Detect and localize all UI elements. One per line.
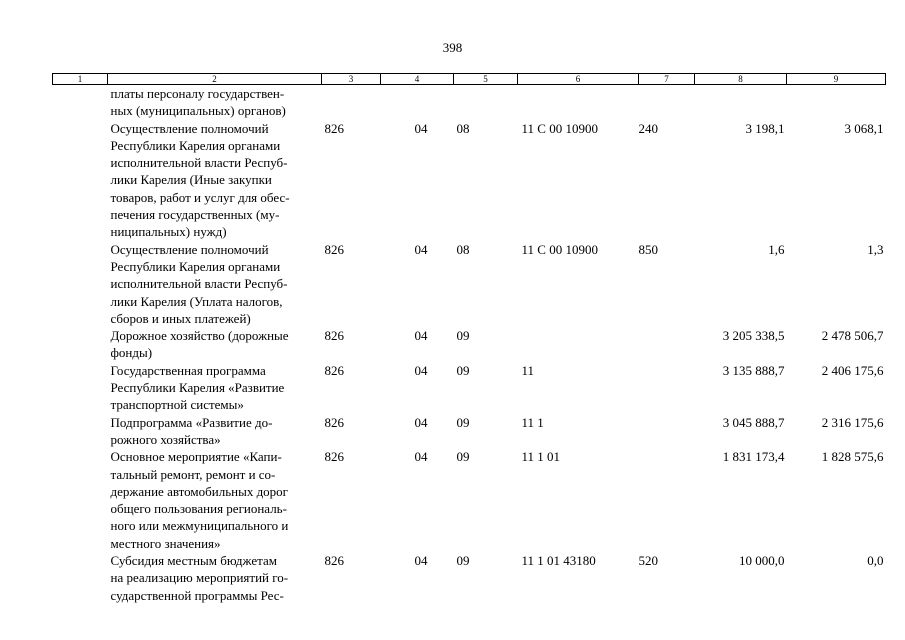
expense-type-cell [639, 327, 695, 362]
amount-year2-cell: 2 406 175,6 [821, 362, 884, 378]
row-name-cell: Государственная программа Республики Карелия «Развитие транспортной системы» [110, 362, 285, 413]
ministry-code-cell: 826 [324, 449, 344, 465]
subsection-code-cell: 09 [456, 362, 470, 378]
target-article-cell: 11 [521, 362, 535, 378]
amount-year1-cell: 3 045 888,7 [722, 414, 785, 430]
amount-year2-cell: 1,3 [867, 241, 884, 257]
column-header: 5 [454, 74, 518, 85]
target-article-cell: 11 С 00 10900 [521, 120, 598, 136]
expense-type-cell: 520 [638, 553, 658, 569]
table-header [53, 74, 886, 85]
ministry-code-cell: 826 [324, 553, 344, 569]
row-number-cell [53, 327, 108, 362]
row-name-cell: Основное мероприятие «Капи- тальный ремонт, ремонт и со- держание автомобильных дорог общего пользования региональ- ного или межмуниципального и местного значения» [110, 449, 289, 551]
expense-type-cell [639, 362, 695, 414]
section-code-cell [381, 85, 454, 120]
subsection-code-cell: 08 [456, 241, 470, 257]
row-name-cell: Дорожное хозяйство (дорожные фонды) [110, 328, 289, 361]
row-number-cell [53, 85, 108, 120]
ministry-code-cell [322, 85, 381, 120]
subsection-code-cell: 09 [456, 449, 470, 465]
subsection-code-cell [454, 85, 518, 120]
expense-type-cell: 850 [638, 241, 658, 257]
target-article-cell [518, 85, 639, 120]
row-number-cell [53, 552, 108, 604]
amount-year2-cell: 3 068,1 [844, 120, 884, 136]
budget-table [52, 73, 886, 604]
row-name-cell: платы персоналу государствен- ных (муниципальных) органов) [110, 86, 286, 119]
target-article-cell: 11 С 00 10900 [521, 241, 598, 257]
column-header: 2 [108, 74, 322, 85]
subsection-code-cell: 08 [456, 120, 470, 136]
expense-type-cell [639, 414, 695, 449]
column-header: 7 [639, 74, 695, 85]
section-code-cell: 04 [414, 449, 428, 465]
section-code-cell: 04 [414, 362, 428, 378]
row-number-cell [53, 448, 108, 552]
amount-year1-cell: 3 135 888,7 [722, 362, 785, 378]
amount-year1-cell: 3 198,1 [745, 120, 785, 136]
section-code-cell: 04 [414, 120, 428, 136]
section-code-cell: 04 [414, 241, 428, 257]
column-header: 4 [381, 74, 454, 85]
subsection-code-cell: 09 [456, 328, 470, 344]
table-body [53, 85, 886, 604]
table-row [53, 552, 886, 604]
amount-year2-cell: 2 316 175,6 [821, 414, 884, 430]
row-name-cell: Подпрограмма «Развитие до- рожного хозяйства» [110, 414, 273, 447]
row-number-cell [53, 241, 108, 327]
row-name-cell: Осуществление полномочий Республики Карелия органами исполнительной власти Респуб- лики Карелия (Иные закупки товаров, работ и услуг для обес- печения государственных (му- ниципальных) нужд) [110, 120, 290, 240]
column-header: 8 [695, 74, 787, 85]
table-row [53, 362, 886, 414]
target-article-cell: 11 1 01 43180 [521, 553, 596, 569]
table-row [53, 414, 886, 449]
expense-type-cell [639, 448, 695, 552]
target-article-cell [518, 327, 639, 362]
section-code-cell: 04 [414, 553, 428, 569]
row-number-cell [53, 362, 108, 414]
table-row [53, 448, 886, 552]
column-header: 9 [787, 74, 886, 85]
column-header: 6 [518, 74, 639, 85]
amount-year2-cell: 0,0 [867, 553, 884, 569]
target-article-cell: 11 1 01 [521, 449, 561, 465]
column-header: 1 [53, 74, 108, 85]
row-name-cell: Субсидия местным бюджетам на реализацию мероприятий го- сударственной программы Рес- [110, 553, 289, 603]
amount-year1-cell: 3 205 338,5 [722, 328, 785, 344]
amount-year1-cell: 10 000,0 [739, 553, 785, 569]
section-code-cell: 04 [414, 328, 428, 344]
page-number: 398 [442, 40, 463, 55]
subsection-code-cell: 09 [456, 414, 470, 430]
ministry-code-cell: 826 [324, 328, 344, 344]
row-number-cell [53, 120, 108, 241]
target-article-cell: 11 1 [521, 414, 544, 430]
table-row [53, 85, 886, 120]
ministry-code-cell: 826 [324, 120, 344, 136]
amount-year2-cell: 1 828 575,6 [821, 449, 884, 465]
table-row [53, 241, 886, 327]
expense-type-cell [639, 85, 695, 120]
amount-year2-cell [787, 85, 886, 120]
row-number-cell [53, 414, 108, 449]
ministry-code-cell: 826 [324, 362, 344, 378]
section-code-cell: 04 [414, 414, 428, 430]
column-header: 3 [322, 74, 381, 85]
ministry-code-cell: 826 [324, 241, 344, 257]
table-row [53, 120, 886, 241]
amount-year1-cell: 1,6 [768, 241, 785, 257]
amount-year1-cell [695, 85, 787, 120]
subsection-code-cell: 09 [456, 553, 470, 569]
ministry-code-cell: 826 [324, 414, 344, 430]
table-row [53, 327, 886, 362]
expense-type-cell: 240 [638, 120, 658, 136]
amount-year1-cell: 1 831 173,4 [722, 449, 785, 465]
amount-year2-cell: 2 478 506,7 [821, 328, 884, 344]
row-name-cell: Осуществление полномочий Республики Карелия органами исполнительной власти Респуб- лики Карелия (Уплата налогов, сборов и иных платежей) [110, 241, 288, 326]
